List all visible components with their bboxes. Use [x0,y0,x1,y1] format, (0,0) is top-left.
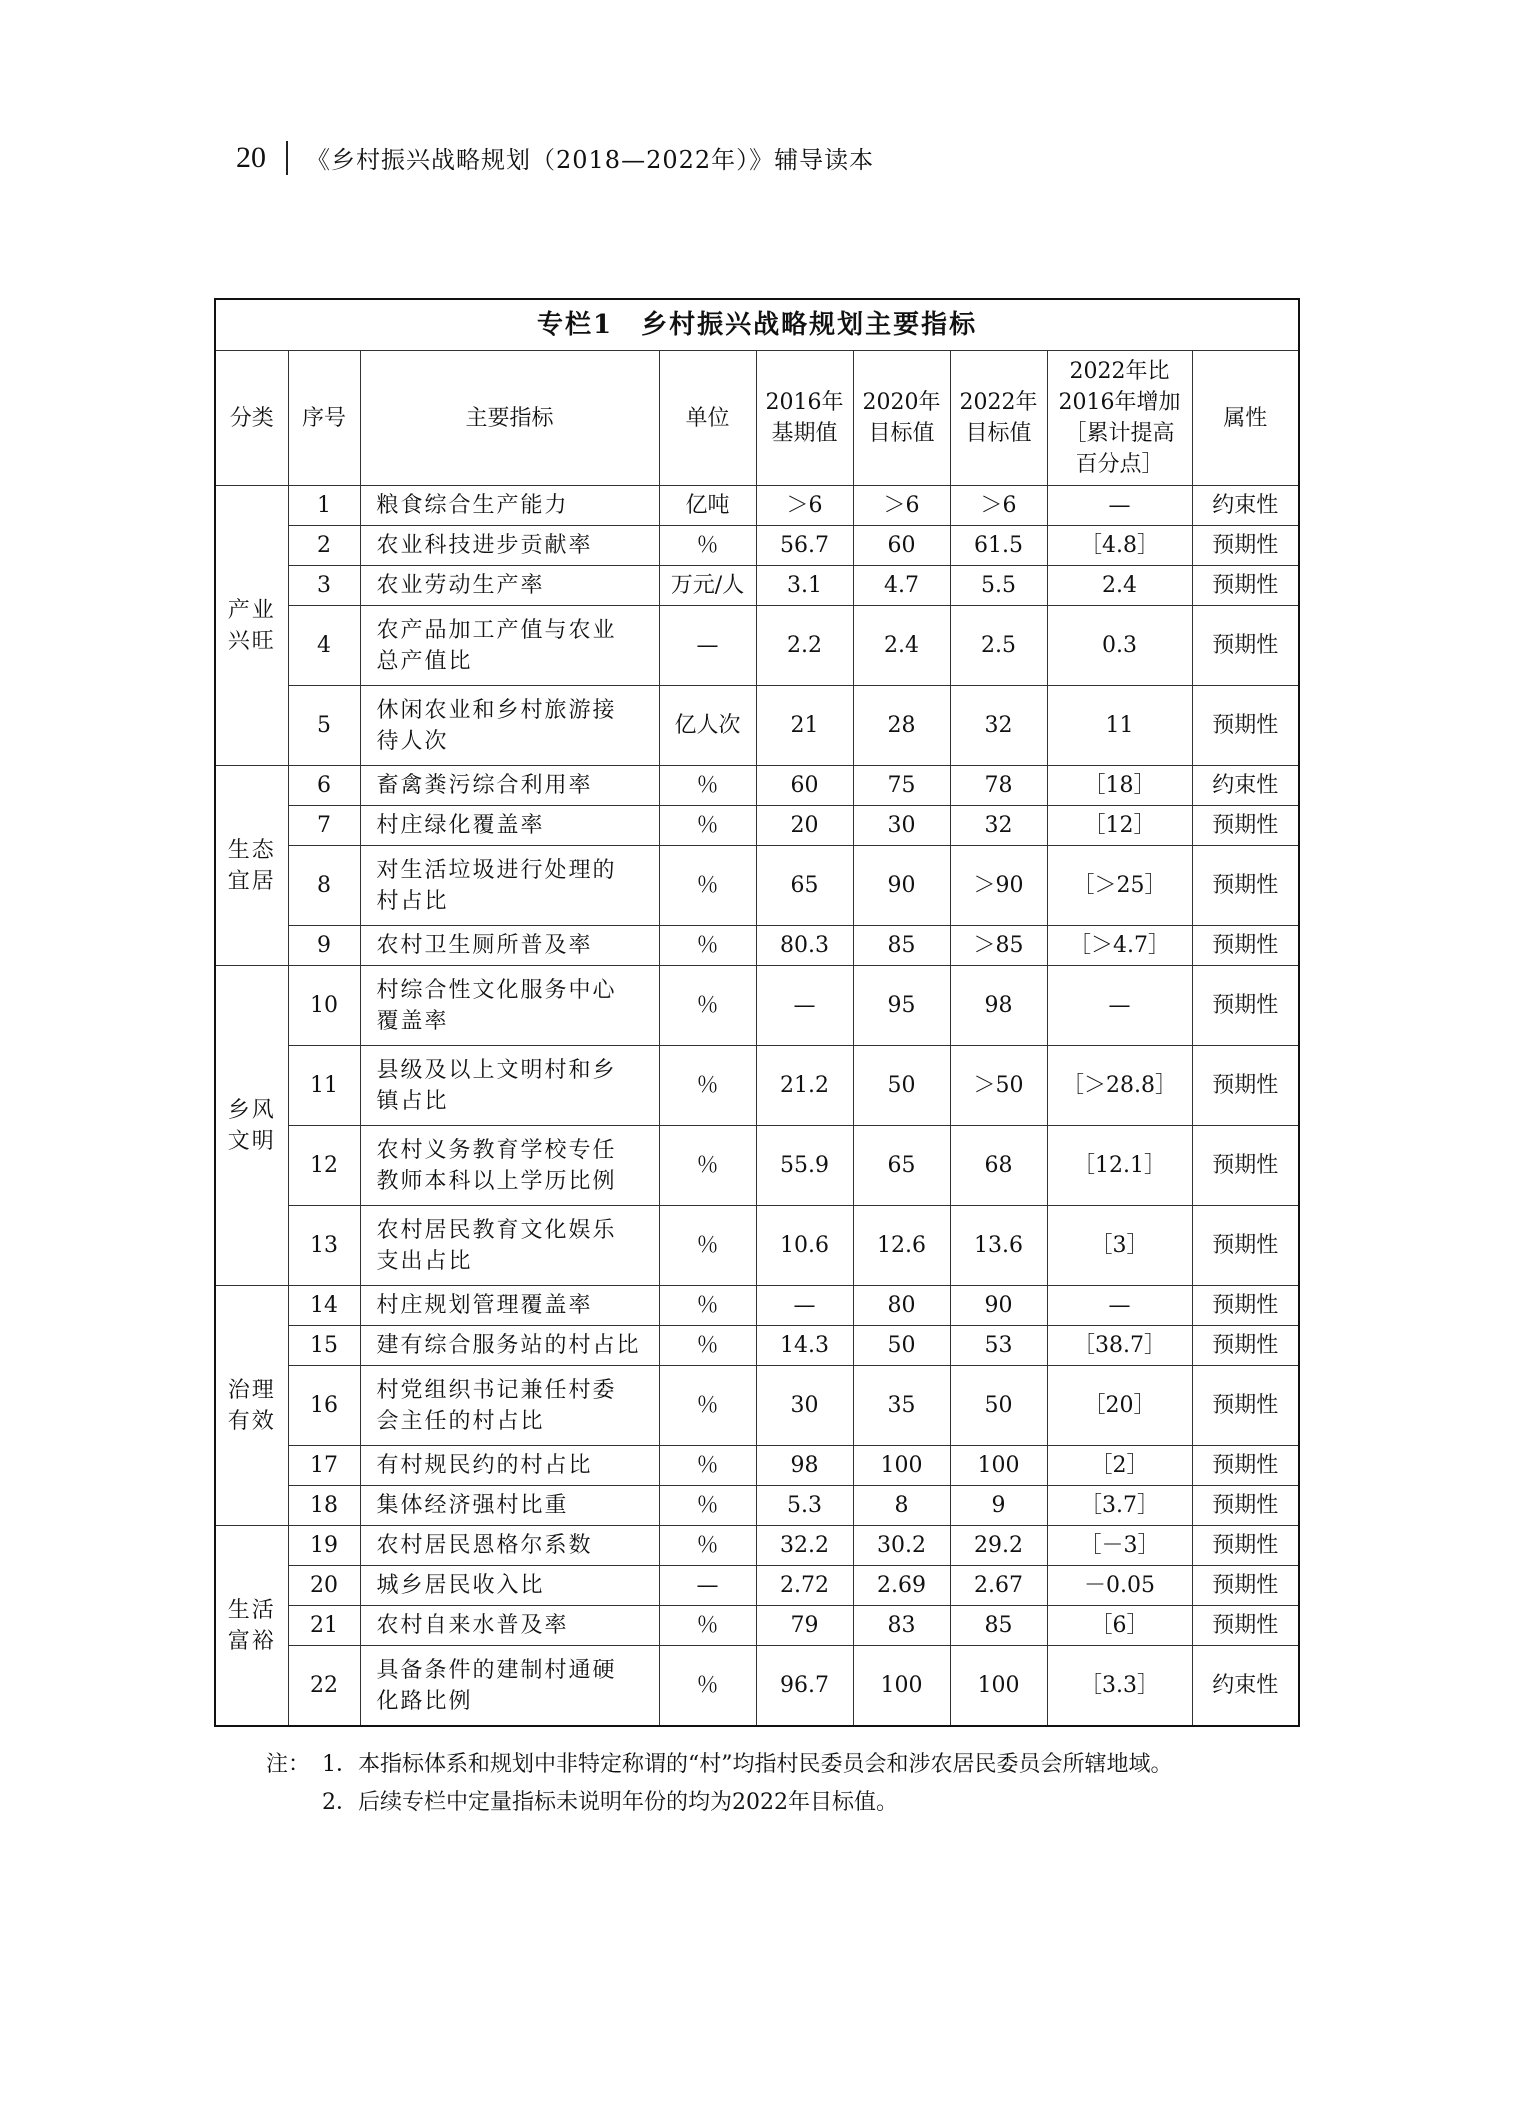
value-2016: 60 [756,766,853,806]
attribute-cell: 预期性 [1192,1326,1299,1366]
table-row [215,766,1299,806]
increase-cell: ［4.8］ [1047,526,1192,566]
row-number: 18 [288,1486,360,1526]
value-2016: 3.1 [756,566,853,606]
increase-cell: — [1047,486,1192,526]
page-header [236,140,874,175]
unit-cell: ％ [659,1366,756,1446]
value-2016: 98 [756,1446,853,1486]
table-row [215,1606,1299,1646]
indicator-table-container [214,298,1298,1727]
value-2020: 75 [853,766,950,806]
value-2016: 21 [756,686,853,766]
value-2016: 5.3 [756,1486,853,1526]
increase-cell: 11 [1047,686,1192,766]
attribute-cell: 预期性 [1192,926,1299,966]
attribute-cell: 预期性 [1192,1126,1299,1206]
indicator-cell: 农业科技进步贡献率 [360,526,659,566]
indicator-cell: 农业劳动生产率 [360,566,659,606]
attribute-cell: 预期性 [1192,1046,1299,1126]
unit-cell: 亿人次 [659,686,756,766]
value-2022: 98 [950,966,1047,1046]
value-2020: 50 [853,1046,950,1126]
attribute-cell: 预期性 [1192,566,1299,606]
increase-cell: ［20］ [1047,1366,1192,1446]
attribute-cell: 预期性 [1192,526,1299,566]
value-2020: 35 [853,1366,950,1446]
category-cell: 产业 兴旺 [215,486,288,766]
attribute-cell: 预期性 [1192,686,1299,766]
value-2022: 32 [950,686,1047,766]
value-2020: 90 [853,846,950,926]
value-2020: 50 [853,1326,950,1366]
value-2022: ＞50 [950,1046,1047,1126]
indicator-cell: 建有综合服务站的村占比 [360,1326,659,1366]
increase-cell: ［2］ [1047,1446,1192,1486]
header-divider [286,141,288,175]
value-2016: 2.72 [756,1566,853,1606]
indicator-cell: 农村居民恩格尔系数 [360,1526,659,1566]
table-row [215,1206,1299,1286]
table-row [215,606,1299,686]
value-2016: 10.6 [756,1206,853,1286]
value-2016: 21.2 [756,1046,853,1126]
indicator-cell: 具备条件的建制村通硬 化路比例 [360,1646,659,1727]
unit-cell: ％ [659,1646,756,1727]
indicator-cell: 农村居民教育文化娱乐 支出占比 [360,1206,659,1286]
value-2020: 100 [853,1446,950,1486]
indicator-cell: 休闲农业和乡村旅游接 待人次 [360,686,659,766]
indicator-cell: 畜禽粪污综合利用率 [360,766,659,806]
table-caption: 专栏1 乡村振兴战略规划主要指标 [215,299,1299,351]
attribute-cell: 预期性 [1192,1606,1299,1646]
unit-cell: ％ [659,1286,756,1326]
value-2020: 60 [853,526,950,566]
unit-cell: ％ [659,1486,756,1526]
value-2016: 80.3 [756,926,853,966]
header-attribute: 属性 [1192,351,1299,486]
value-2016: — [756,966,853,1046]
table-row [215,1566,1299,1606]
increase-cell: ［6］ [1047,1606,1192,1646]
value-2020: 65 [853,1126,950,1206]
table-row [215,1486,1299,1526]
value-2022: 53 [950,1326,1047,1366]
row-number: 19 [288,1526,360,1566]
increase-cell: 0.3 [1047,606,1192,686]
unit-cell: ％ [659,526,756,566]
indicator-cell: 村党组织书记兼任村委 会主任的村占比 [360,1366,659,1446]
value-2022: 100 [950,1446,1047,1486]
header-number: 序号 [288,351,360,486]
value-2016: 14.3 [756,1326,853,1366]
value-2022: 32 [950,806,1047,846]
attribute-cell: 预期性 [1192,846,1299,926]
indicator-cell: 农村义务教育学校专任 教师本科以上学历比例 [360,1126,659,1206]
increase-cell: ［3.7］ [1047,1486,1192,1526]
value-2020: 2.69 [853,1566,950,1606]
attribute-cell: 预期性 [1192,806,1299,846]
value-2020: 12.6 [853,1206,950,1286]
value-2022: ＞85 [950,926,1047,966]
unit-cell: ％ [659,1526,756,1566]
indicator-cell: 集体经济强村比重 [360,1486,659,1526]
increase-cell: ［12.1］ [1047,1126,1192,1206]
indicator-cell: 对生活垃圾进行处理的 村占比 [360,846,659,926]
table-row [215,1526,1299,1566]
value-2022: 29.2 [950,1526,1047,1566]
row-number: 6 [288,766,360,806]
table-row [215,686,1299,766]
indicator-table [214,298,1300,1727]
note-item: 2．后续专栏中定量指标未说明年份的均为2022年目标值。 [322,1790,898,1815]
row-number: 22 [288,1646,360,1727]
header-2022-target: 2022年 目标值 [950,351,1047,486]
value-2020: 2.4 [853,606,950,686]
unit-cell: ％ [659,966,756,1046]
value-2022: 13.6 [950,1206,1047,1286]
increase-cell: ［18］ [1047,766,1192,806]
table-row [215,846,1299,926]
value-2016: — [756,1286,853,1326]
value-2022: 90 [950,1286,1047,1326]
row-number: 10 [288,966,360,1046]
category-cell: 乡风 文明 [215,966,288,1286]
increase-cell: ［＞4.7］ [1047,926,1192,966]
value-2022: ＞6 [950,486,1047,526]
attribute-cell: 预期性 [1192,1206,1299,1286]
attribute-cell: 预期性 [1192,606,1299,686]
header-unit: 单位 [659,351,756,486]
value-2016: 79 [756,1606,853,1646]
header-increase: 2022年比 2016年增加 ［累计提高 百分点］ [1047,351,1192,486]
table-row [215,1046,1299,1126]
table-row [215,966,1299,1046]
value-2020: 28 [853,686,950,766]
indicator-cell: 农产品加工产值与农业 总产值比 [360,606,659,686]
increase-cell: ［－3］ [1047,1526,1192,1566]
table-row [215,1286,1299,1326]
unit-cell: ％ [659,806,756,846]
table-notes [266,1746,1173,1822]
unit-cell: ％ [659,926,756,966]
header-2016-base: 2016年 基期值 [756,351,853,486]
unit-cell: — [659,606,756,686]
attribute-cell: 预期性 [1192,1366,1299,1446]
value-2020: 100 [853,1646,950,1727]
row-number: 15 [288,1326,360,1366]
attribute-cell: 约束性 [1192,1646,1299,1727]
table-body [215,486,1299,1727]
value-2016: 56.7 [756,526,853,566]
table-row [215,926,1299,966]
increase-cell: ［12］ [1047,806,1192,846]
indicator-cell: 农村自来水普及率 [360,1606,659,1646]
increase-cell: －0.05 [1047,1566,1192,1606]
note-item: 1．本指标体系和规划中非特定称谓的“村”均指村民委员会和涉农居民委员会所辖地域。 [322,1752,1173,1777]
value-2022: 9 [950,1486,1047,1526]
increase-cell: ［＞28.8］ [1047,1046,1192,1126]
value-2020: 30 [853,806,950,846]
table-row [215,566,1299,606]
value-2022: 5.5 [950,566,1047,606]
row-number: 17 [288,1446,360,1486]
row-number: 9 [288,926,360,966]
value-2020: ＞6 [853,486,950,526]
indicator-cell: 粮食综合生产能力 [360,486,659,526]
table-row [215,1326,1299,1366]
unit-cell: ％ [659,846,756,926]
page-number: 20 [236,140,266,174]
table-row [215,1126,1299,1206]
row-number: 20 [288,1566,360,1606]
value-2020: 8 [853,1486,950,1526]
table-header-row [215,351,1299,486]
table-row [215,1446,1299,1486]
value-2016: ＞6 [756,486,853,526]
unit-cell: 亿吨 [659,486,756,526]
increase-cell: ［38.7］ [1047,1326,1192,1366]
table-row [215,526,1299,566]
value-2022: 50 [950,1366,1047,1446]
row-number: 4 [288,606,360,686]
value-2022: 68 [950,1126,1047,1206]
value-2020: 95 [853,966,950,1046]
category-cell: 生活 富裕 [215,1526,288,1727]
row-number: 5 [288,686,360,766]
category-cell: 生态 宜居 [215,766,288,966]
row-number: 2 [288,526,360,566]
row-number: 8 [288,846,360,926]
indicator-cell: 县级及以上文明村和乡 镇占比 [360,1046,659,1126]
row-number: 14 [288,1286,360,1326]
attribute-cell: 预期性 [1192,1526,1299,1566]
row-number: 16 [288,1366,360,1446]
table-row [215,486,1299,526]
table-row [215,1646,1299,1727]
unit-cell: ％ [659,1046,756,1126]
value-2022: 2.67 [950,1566,1047,1606]
increase-cell: — [1047,966,1192,1046]
attribute-cell: 预期性 [1192,1286,1299,1326]
header-indicator: 主要指标 [360,351,659,486]
row-number: 7 [288,806,360,846]
unit-cell: ％ [659,1126,756,1206]
value-2020: 4.7 [853,566,950,606]
attribute-cell: 预期性 [1192,966,1299,1046]
unit-cell: ％ [659,1206,756,1286]
indicator-cell: 农村卫生厕所普及率 [360,926,659,966]
value-2022: 85 [950,1606,1047,1646]
header-2020-target: 2020年 目标值 [853,351,950,486]
value-2022: 78 [950,766,1047,806]
value-2016: 20 [756,806,853,846]
indicator-cell: 有村规民约的村占比 [360,1446,659,1486]
unit-cell: ％ [659,766,756,806]
indicator-cell: 村庄规划管理覆盖率 [360,1286,659,1326]
row-number: 3 [288,566,360,606]
row-number: 12 [288,1126,360,1206]
increase-cell: ［＞25］ [1047,846,1192,926]
indicator-cell: 村综合性文化服务中心 覆盖率 [360,966,659,1046]
value-2016: 2.2 [756,606,853,686]
increase-cell: — [1047,1286,1192,1326]
row-number: 11 [288,1046,360,1126]
header-category: 分类 [215,351,288,486]
unit-cell: ％ [659,1446,756,1486]
row-number: 13 [288,1206,360,1286]
row-number: 1 [288,486,360,526]
increase-cell: ［3］ [1047,1206,1192,1286]
unit-cell: ％ [659,1606,756,1646]
increase-cell: 2.4 [1047,566,1192,606]
book-title: 《乡村振兴战略规划（2018—2022年）》辅导读本 [306,146,875,174]
table-row [215,806,1299,846]
value-2020: 85 [853,926,950,966]
notes-label: 注： [266,1752,311,1777]
value-2016: 55.9 [756,1126,853,1206]
value-2020: 83 [853,1606,950,1646]
value-2016: 65 [756,846,853,926]
category-cell: 治理 有效 [215,1286,288,1526]
unit-cell: 万元/人 [659,566,756,606]
value-2016: 30 [756,1366,853,1446]
value-2020: 30.2 [853,1526,950,1566]
attribute-cell: 约束性 [1192,486,1299,526]
value-2022: 2.5 [950,606,1047,686]
indicator-cell: 城乡居民收入比 [360,1566,659,1606]
attribute-cell: 预期性 [1192,1446,1299,1486]
value-2022: 61.5 [950,526,1047,566]
attribute-cell: 预期性 [1192,1486,1299,1526]
value-2020: 80 [853,1286,950,1326]
value-2022: ＞90 [950,846,1047,926]
unit-cell: — [659,1566,756,1606]
table-row [215,1366,1299,1446]
increase-cell: ［3.3］ [1047,1646,1192,1727]
attribute-cell: 约束性 [1192,766,1299,806]
value-2016: 32.2 [756,1526,853,1566]
unit-cell: ％ [659,1326,756,1366]
attribute-cell: 预期性 [1192,1566,1299,1606]
value-2016: 96.7 [756,1646,853,1727]
value-2022: 100 [950,1646,1047,1727]
row-number: 21 [288,1606,360,1646]
indicator-cell: 村庄绿化覆盖率 [360,806,659,846]
